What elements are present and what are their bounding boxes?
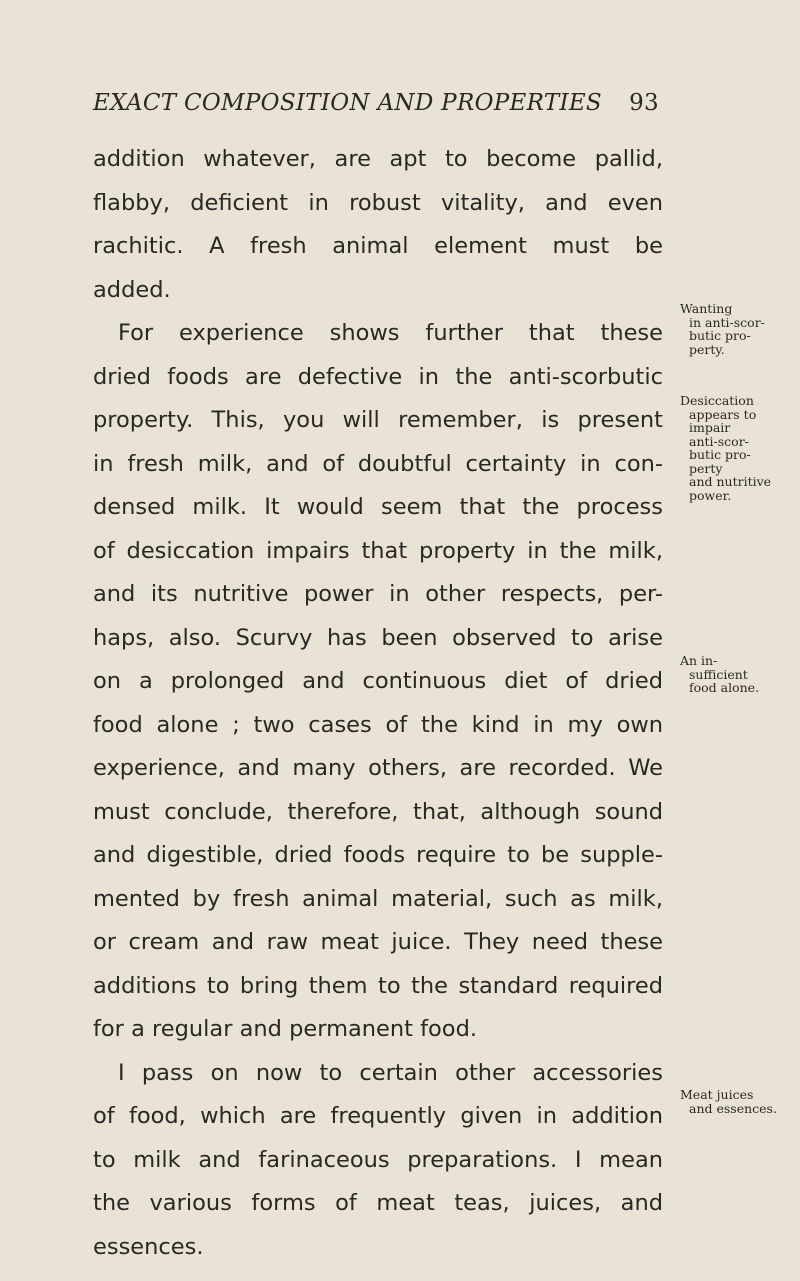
- text-line: flabby, deficient in robust vitality, and even: [93, 189, 663, 216]
- running-header: [93, 90, 659, 120]
- text-line: For experience shows further that these: [118, 320, 663, 346]
- running-title: EXACT COMPOSITION AND PROPERTIES: [93, 90, 602, 116]
- margin-note-line: perty.: [689, 341, 725, 357]
- margin-note-line: impair: [689, 420, 731, 435]
- text-line: essences.: [93, 1233, 204, 1260]
- margin-note-wanting: [680, 302, 800, 356]
- margin-note-line: Meat juices: [680, 1087, 754, 1102]
- margin-note-line: food alone.: [689, 680, 760, 695]
- margin-note-line: Wanting: [680, 301, 733, 316]
- body-text: [93, 138, 663, 1269]
- text-line: experience, and many others, are recorded. We: [93, 755, 663, 781]
- paragraph: [93, 1052, 663, 1270]
- text-line: additions to bring them to the standard required: [93, 972, 663, 999]
- margin-note-line: butic pro-: [689, 328, 751, 343]
- text-line: and digestible, dried foods require to be supple-: [93, 842, 663, 868]
- margin-note-line: anti-scor-: [689, 433, 749, 449]
- text-line: the various forms of meat teas, juices, and: [93, 1190, 663, 1216]
- paragraph: [93, 138, 663, 312]
- margin-note-line: perty: [689, 460, 723, 476]
- text-line: dried foods are defective in the anti-scorbutic: [93, 363, 663, 390]
- paragraph: [93, 312, 663, 1052]
- text-line: food alone ; two cases of the kind in my own: [93, 711, 663, 738]
- margin-note-line: and essences.: [689, 1100, 777, 1116]
- text-line: of food, which are frequently given in addition: [93, 1103, 663, 1129]
- text-line: or cream and raw meat juice. They need these: [93, 929, 663, 955]
- text-line: for a regular and permanent food.: [93, 1016, 478, 1042]
- text-line: in fresh milk, and of doubtful certainty in con-: [93, 450, 663, 477]
- margin-note-line: and nutritive: [689, 474, 772, 489]
- text-line: on a prolonged and continuous diet of dried: [93, 668, 663, 694]
- margin-note-line: butic pro-: [689, 447, 751, 462]
- margin-note-line: appears to: [689, 406, 757, 422]
- text-line: to milk and farinaceous preparations. I mean: [93, 1146, 663, 1173]
- page-number: 93: [629, 90, 659, 116]
- margin-note-meat-juices: [680, 1088, 800, 1115]
- margin-note-line: Desiccation: [680, 393, 754, 408]
- margin-note-desiccation: [680, 394, 800, 502]
- text-line: added.: [93, 276, 171, 303]
- margin-note-line: in anti-scor-: [689, 314, 765, 330]
- text-line: addition whatever, are apt to become pallid,: [93, 146, 663, 172]
- text-line: and its nutritive power in other respects, per-: [93, 581, 663, 607]
- margin-note-insufficient: [680, 654, 800, 695]
- text-line: densed milk. It would seem that the process: [93, 494, 663, 520]
- text-line: rachitic. A fresh animal element must be: [93, 233, 663, 259]
- text-line: property. This, you will remember, is present: [93, 407, 663, 433]
- text-line: must conclude, therefore, that, although sound: [93, 798, 663, 825]
- text-line: I pass on now to certain other accessories: [118, 1059, 663, 1086]
- text-line: haps, also. Scurvy has been observed to arise: [93, 624, 663, 651]
- margin-note-line: An in-: [680, 653, 718, 668]
- text-line: of desiccation impairs that property in the milk,: [93, 537, 663, 564]
- text-line: mented by fresh animal material, such as milk,: [93, 885, 663, 912]
- margin-note-line: sufficient: [689, 666, 748, 682]
- margin-note-line: power.: [689, 487, 732, 503]
